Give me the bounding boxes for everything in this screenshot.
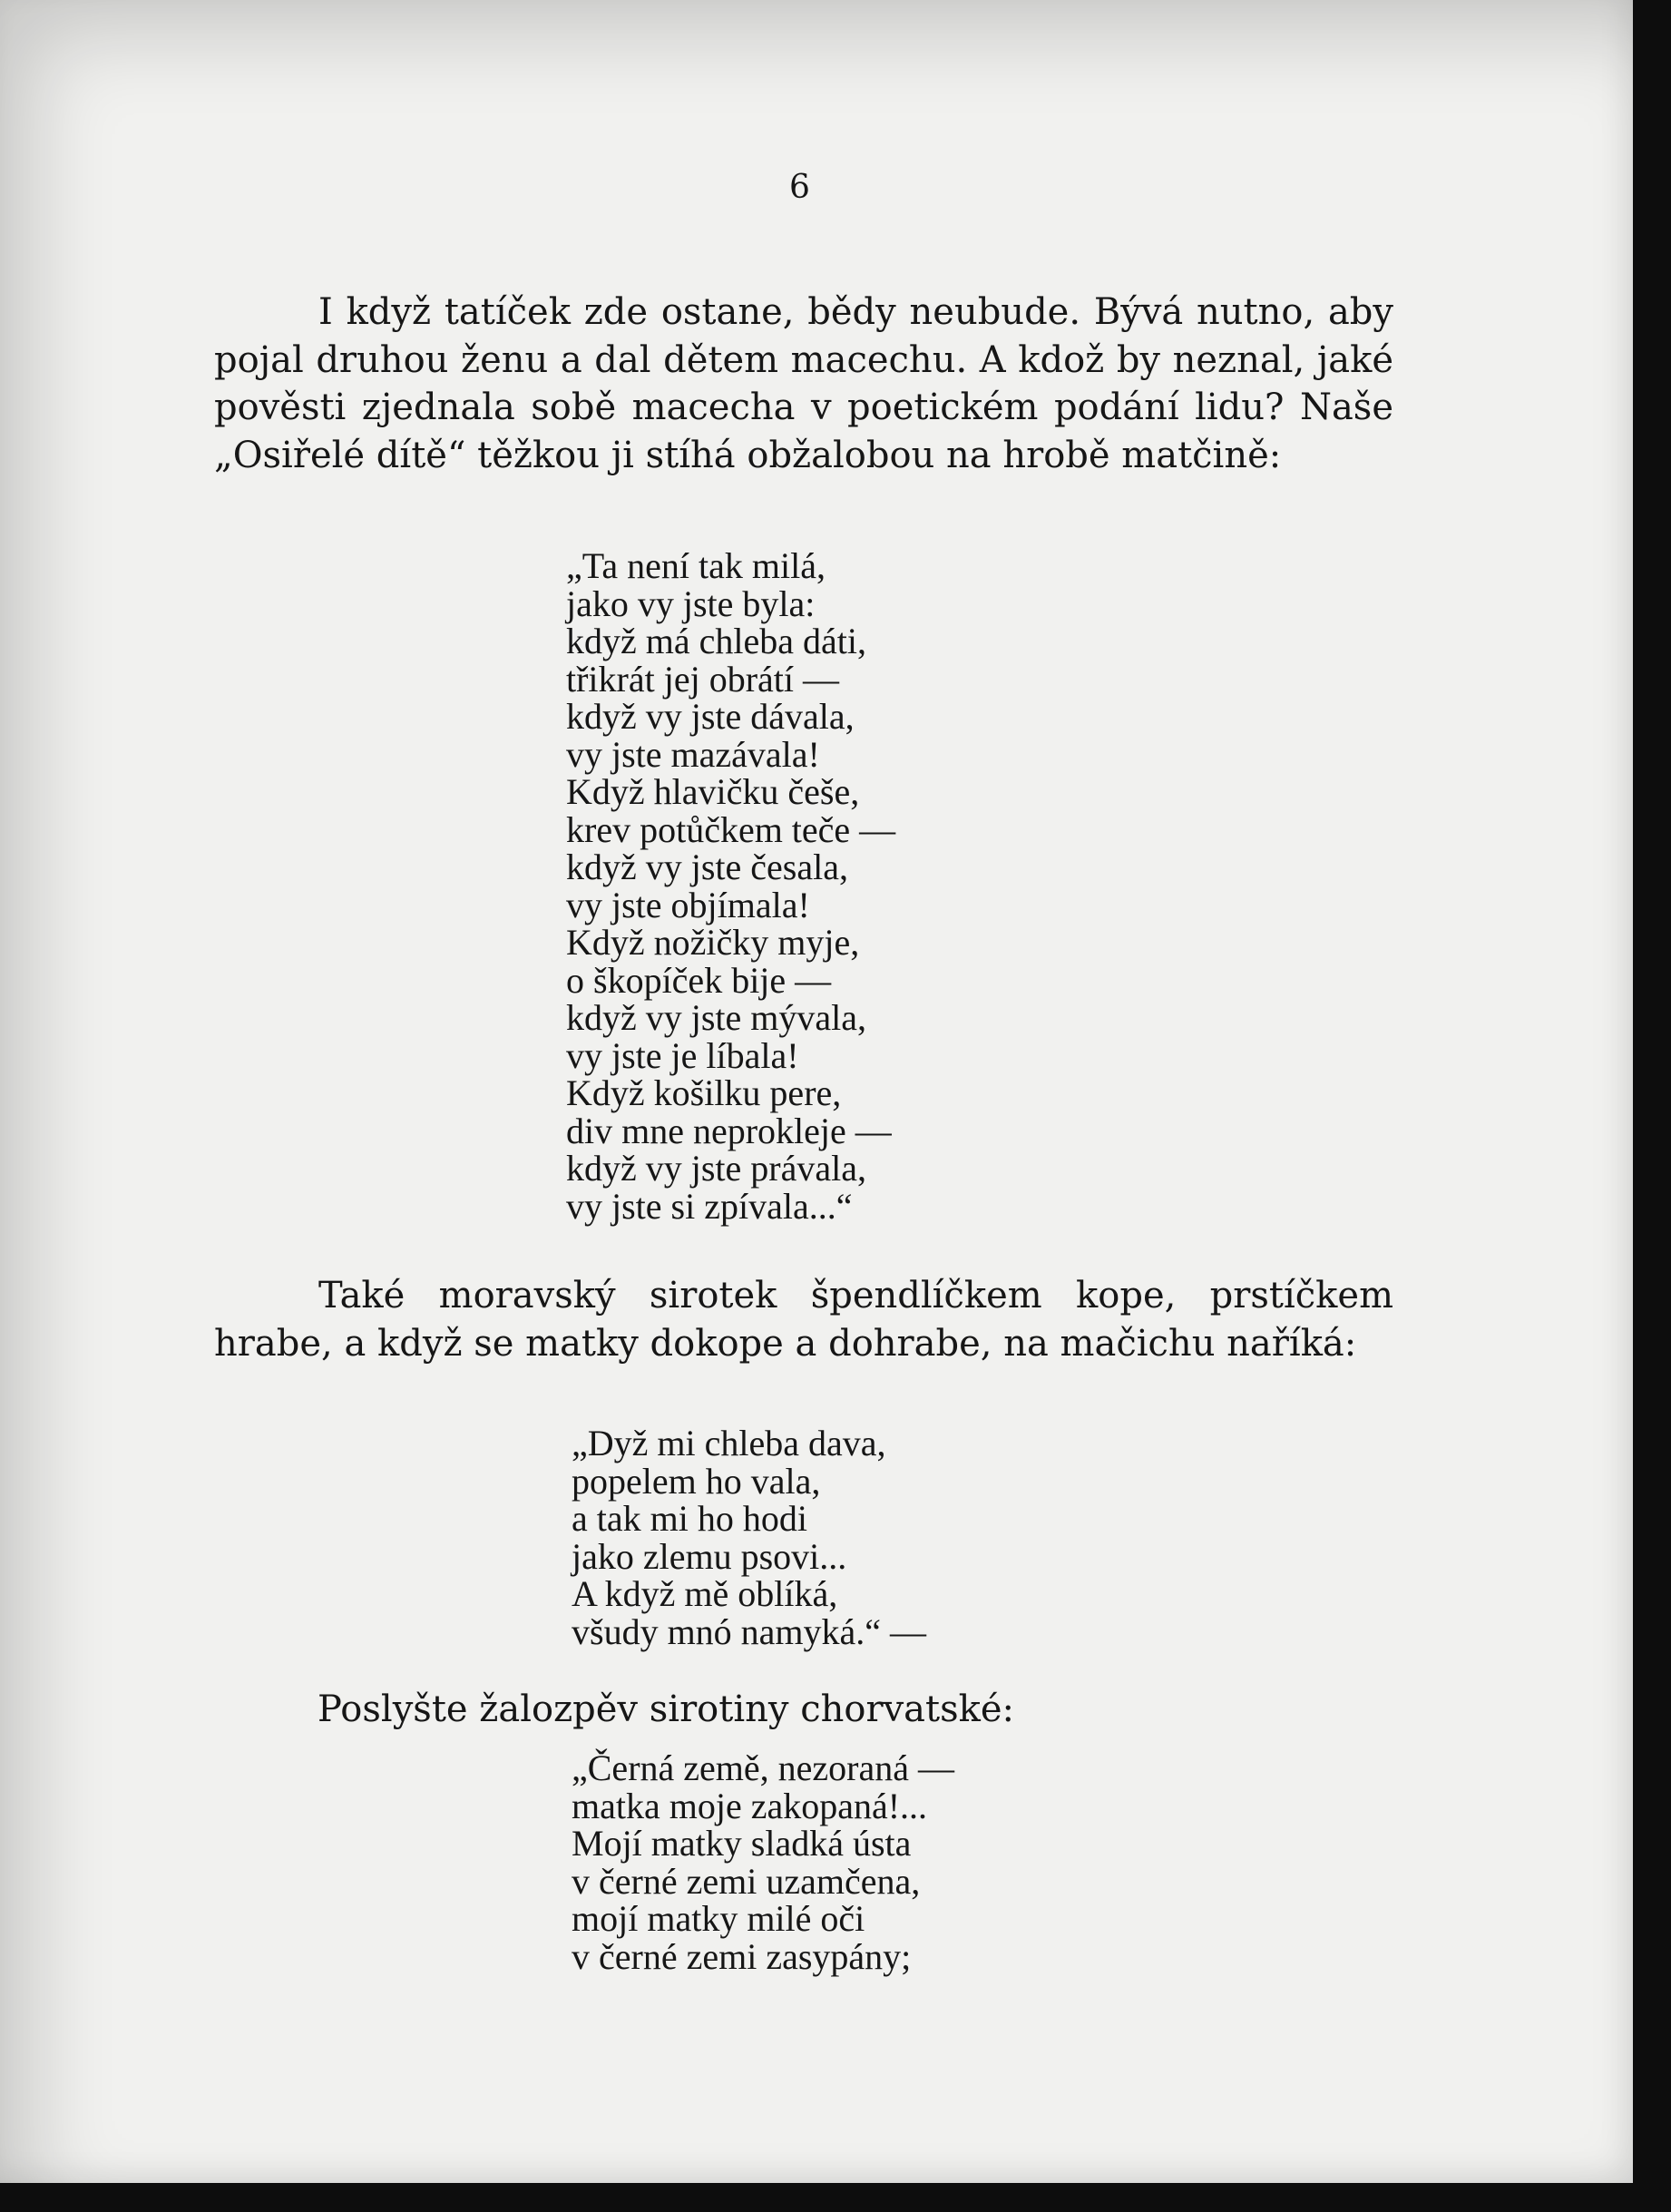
verse-line: vy jste si zpívala...“: [566, 1185, 853, 1227]
verse-line: když má chleba dáti,: [566, 621, 866, 661]
verse-line: jako zlemu psovi...: [572, 1535, 847, 1577]
paragraph-text: Také moravský sirotek špendlíčkem kope, prstíčkem hrabe, a když se matky dokope a dohrabe, na mačichu naříká:: [214, 1275, 1393, 1365]
verse-line: všudy mnó namyká.“ —: [572, 1610, 927, 1652]
scan-border-right: [1633, 0, 1671, 2212]
verse-line: a tak mi ho hodi: [572, 1498, 807, 1539]
verse-line: vy jste objímala!: [566, 884, 810, 925]
verse-line: „Dyž mi chleba dava,: [572, 1423, 886, 1463]
verse-line: popelem ho vala,: [572, 1460, 821, 1502]
verse-line: Mojí matky sladká ústa: [572, 1823, 912, 1864]
verse-moravian: [572, 1424, 926, 1650]
verse-line: A když mě oblíká,: [572, 1573, 838, 1614]
verse-line: krev potůčkem teče —: [566, 808, 896, 850]
verse-line: když vy jste právala,: [566, 1148, 866, 1189]
verse-line: „Černá země, nezoraná —: [572, 1747, 954, 1788]
verse-line: když vy jste mývala,: [566, 997, 867, 1038]
verse-line: vy jste mazávala!: [566, 733, 820, 775]
scan-border-bottom: [0, 2183, 1671, 2212]
verse-line: o škopíček bije —: [566, 959, 832, 1001]
verse-croatian: [572, 1749, 954, 1975]
verse-line: vy jste je líbala!: [566, 1034, 799, 1076]
verse-line: jako vy jste byla:: [566, 582, 816, 624]
verse-line: třikrát jej obrátí —: [566, 658, 840, 700]
verse-line: mojí matky milé oči: [572, 1898, 865, 1939]
verse-line: Když hlavičku češe,: [566, 771, 860, 812]
verse-osirele-dite: [566, 547, 895, 1225]
paragraph-orphan-stepfather: [214, 289, 1393, 479]
verse-line: když vy jste dávala,: [566, 696, 855, 737]
paragraph-moravian-orphan: [214, 1272, 1393, 1367]
verse-line: Když košilku pere,: [566, 1072, 842, 1113]
verse-line: když vy jste česala,: [566, 847, 848, 887]
verse-line: v černé zemi zasypány;: [572, 1935, 912, 1977]
verse-line: v černé zemi uzamčena,: [572, 1860, 921, 1902]
verse-line: div mne neprokleje —: [566, 1110, 892, 1151]
verse-line: „Ta není tak milá,: [566, 545, 826, 586]
verse-line: matka moje zakopaná!...: [572, 1785, 928, 1826]
verse-line: Když nožičky myje,: [566, 922, 860, 963]
page-number: 6: [789, 169, 810, 206]
croatian-lament-intro: Poslyšte žalozpěv sirotiny chorvatské:: [318, 1688, 1015, 1730]
paragraph-text: I když tatíček zde ostane, bědy neubude. Bývá nutno, aby pojal druhou ženu a dal dětem macechu. A kdož by neznal, jaké pověsti zjednala sobě macecha v poetickém podání lidu? Naše „Osiřelé dítě“ těžkou ji stíhá obžalobou na hrobě matčině:: [214, 291, 1393, 476]
